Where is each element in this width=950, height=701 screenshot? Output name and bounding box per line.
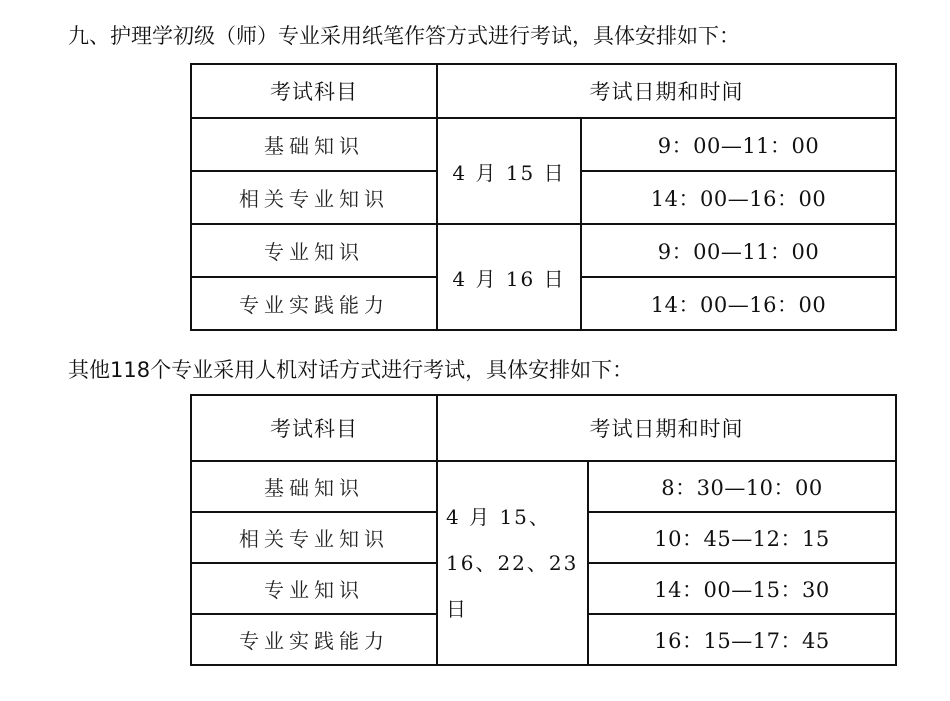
- time-cell: 14：00—16：00: [581, 171, 896, 224]
- time-cell: 14：00—16：00: [581, 277, 896, 330]
- header-datetime: 考试日期和时间: [437, 395, 896, 461]
- time-cell: 14：00—15：30: [588, 563, 896, 614]
- subject-cell: 专业知识: [191, 224, 437, 277]
- header-subject: 考试科目: [191, 395, 437, 461]
- table-header-row: [191, 395, 896, 461]
- time-cell: 16：15—17：45: [588, 614, 896, 665]
- section-2-heading: 其他118个专业采用人机对话方式进行考试，具体安排如下：: [68, 358, 634, 382]
- time-cell: 8：30—10：00: [588, 461, 896, 512]
- time-cell: 9：00—11：00: [581, 118, 896, 171]
- subject-cell: 基础知识: [191, 461, 437, 512]
- subject-cell: 专业知识: [191, 563, 437, 614]
- header-subject: 考试科目: [191, 64, 437, 118]
- header-datetime: 考试日期和时间: [437, 64, 896, 118]
- date-cell: 4 月 15 日: [437, 118, 581, 224]
- subject-cell: 专业实践能力: [191, 277, 437, 330]
- table-row: [191, 118, 896, 171]
- subject-cell: 相关专业知识: [191, 512, 437, 563]
- table-header-row: [191, 64, 896, 118]
- subject-cell: 专业实践能力: [191, 614, 437, 665]
- date-cell: 4 月 15、16、22、23 日: [437, 461, 588, 665]
- table-row: [191, 461, 896, 512]
- subject-cell: 相关专业知识: [191, 171, 437, 224]
- date-cell: 4 月 16 日: [437, 224, 581, 330]
- paper-exam-schedule-table: [190, 63, 897, 331]
- computer-exam-schedule-table: [190, 394, 897, 666]
- time-cell: 9：00—11：00: [581, 224, 896, 277]
- section-1-heading: 九、护理学初级（师）专业采用纸笔作答方式进行考试，具体安排如下：: [68, 24, 740, 48]
- subject-cell: 基础知识: [191, 118, 437, 171]
- table-row: [191, 224, 896, 277]
- time-cell: 10：45—12：15: [588, 512, 896, 563]
